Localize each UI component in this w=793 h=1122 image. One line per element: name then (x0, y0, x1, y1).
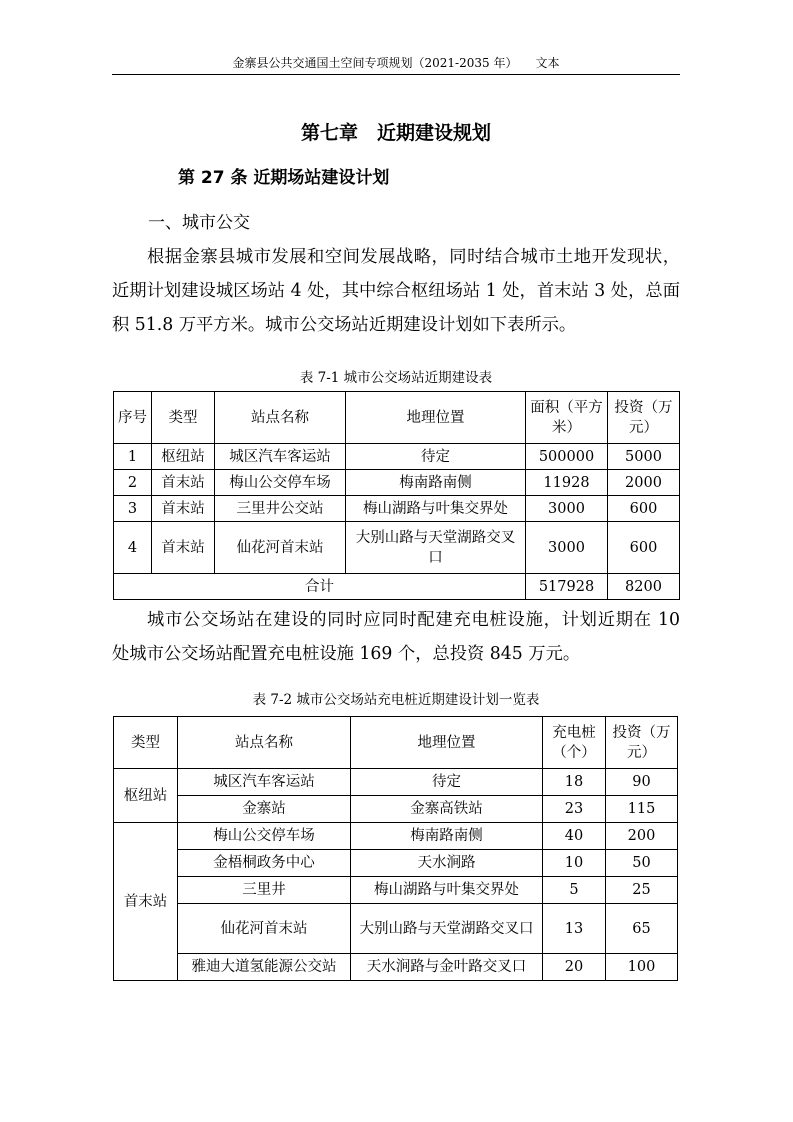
table-row (114, 444, 680, 470)
table-row (114, 904, 678, 954)
table-cell: 天水涧路与金叶路交叉口 (351, 954, 543, 981)
table1-header-type: 类型 (152, 392, 215, 444)
table-cell: 1 (114, 444, 152, 470)
table2 (113, 716, 678, 981)
table2-caption: 表 7-2 城市公交场站充电桩近期建设计划一览表 (252, 692, 540, 708)
table2-header-chargers: 充电桩（个） (543, 717, 606, 769)
table-cell: 600 (608, 522, 680, 574)
table-cell: 城区汽车客运站 (178, 769, 351, 796)
table-cell: 13 (543, 904, 606, 954)
table-cell: 5 (543, 877, 606, 904)
table-cell: 待定 (351, 769, 543, 796)
table-cell: 梅山湖路与叶集交界处 (346, 496, 526, 522)
table-cell: 三里井公交站 (215, 496, 346, 522)
paragraph-2-text: 城市公交场站在建设的同时应同时配建充电桩设施，计划近期在 10 处城市公交场站配置充电桩设施 169 个，总投资 845 万元。 (112, 610, 680, 664)
table1-header-area: 面积（平方米） (526, 392, 608, 444)
table-cell: 65 (606, 904, 678, 954)
table1-caption: 表 7-1 城市公交场站近期建设表 (299, 370, 493, 386)
chapter-title: 第七章 近期建设规划 (300, 122, 491, 144)
table-cell: 500000 (526, 444, 608, 470)
table-cell: 大别山路与天堂湖路交叉口 (346, 522, 526, 574)
table-cell: 金寨站 (178, 796, 351, 823)
table1-header-row (114, 392, 680, 444)
table-cell: 23 (543, 796, 606, 823)
header-rule (112, 74, 680, 75)
table-cell: 三里井 (178, 877, 351, 904)
table2-header-type: 类型 (114, 717, 178, 769)
table-cell: 梅南路南侧 (351, 823, 543, 850)
paragraph-2 (112, 603, 680, 671)
table1-total-row (114, 574, 680, 600)
table-cell: 仙花河首末站 (215, 522, 346, 574)
table-cell: 枢纽站 (152, 444, 215, 470)
table-cell: 大别山路与天堂湖路交叉口 (351, 904, 543, 954)
table-cell: 2000 (608, 470, 680, 496)
table-cell: 40 (543, 823, 606, 850)
table-cell: 仙花河首末站 (178, 904, 351, 954)
table-row (114, 877, 678, 904)
table-cell: 3000 (526, 522, 608, 574)
table-row (114, 769, 678, 796)
table-cell: 首末站 (152, 496, 215, 522)
table-cell: 金寨高铁站 (351, 796, 543, 823)
table-cell: 首末站 (152, 522, 215, 574)
table-cell: 11928 (526, 470, 608, 496)
table-cell: 雅迪大道氢能源公交站 (178, 954, 351, 981)
table-row (114, 850, 678, 877)
table-row (114, 496, 680, 522)
table1-header-invest: 投资（万元） (608, 392, 680, 444)
page-header: 金寨县公共交通国土空间专项规划（2021-2035 年） 文本 (232, 56, 560, 70)
table-cell: 100 (606, 954, 678, 981)
table-cell: 90 (606, 769, 678, 796)
table1 (113, 391, 680, 600)
table-cell: 首末站 (152, 470, 215, 496)
table-cell: 待定 (346, 444, 526, 470)
total-area: 517928 (526, 574, 608, 600)
table-cell: 梅山公交停车场 (178, 823, 351, 850)
paragraph-1 (112, 240, 680, 342)
group-type-cell: 首末站 (114, 823, 178, 981)
total-label: 合计 (114, 574, 526, 600)
table-row (114, 954, 678, 981)
table-cell: 600 (608, 496, 680, 522)
table1-header-name: 站点名称 (215, 392, 346, 444)
table-row (114, 796, 678, 823)
table-cell: 天水涧路 (351, 850, 543, 877)
table-cell: 50 (606, 850, 678, 877)
table-cell: 3 (114, 496, 152, 522)
table-cell: 2 (114, 470, 152, 496)
article-title: 第 27 条 近期场站建设计划 (178, 168, 390, 188)
table-cell: 梅山公交停车场 (215, 470, 346, 496)
table1-header-no: 序号 (114, 392, 152, 444)
table2-header-location: 地理位置 (351, 717, 543, 769)
table-cell: 18 (543, 769, 606, 796)
table-cell: 3000 (526, 496, 608, 522)
table-cell: 10 (543, 850, 606, 877)
table-cell: 城区汽车客运站 (215, 444, 346, 470)
table2-header-invest: 投资（万元） (606, 717, 678, 769)
table-row (114, 470, 680, 496)
table-cell: 4 (114, 522, 152, 574)
section-title: 一、城市公交 (148, 213, 250, 233)
table-row (114, 823, 678, 850)
table-cell: 金梧桐政务中心 (178, 850, 351, 877)
paragraph-1-text: 根据金寨县城市发展和空间发展战略，同时结合城市土地开发现状，近期计划建设城区场站 4 处，其中综合枢纽场站 1 处，首末站 3 处，总面积 51.8 万平方米。城市公交场站近期建设计划如下表所示。 (112, 247, 680, 335)
total-invest: 8200 (608, 574, 680, 600)
table-cell: 25 (606, 877, 678, 904)
table-cell: 梅山湖路与叶集交界处 (351, 877, 543, 904)
table2-header-row (114, 717, 678, 769)
group-type-cell: 枢纽站 (114, 769, 178, 823)
table-row (114, 522, 680, 574)
table-cell: 200 (606, 823, 678, 850)
table-cell: 5000 (608, 444, 680, 470)
table-cell: 115 (606, 796, 678, 823)
table2-header-name: 站点名称 (178, 717, 351, 769)
table-cell: 20 (543, 954, 606, 981)
table-cell: 梅南路南侧 (346, 470, 526, 496)
table1-header-location: 地理位置 (346, 392, 526, 444)
